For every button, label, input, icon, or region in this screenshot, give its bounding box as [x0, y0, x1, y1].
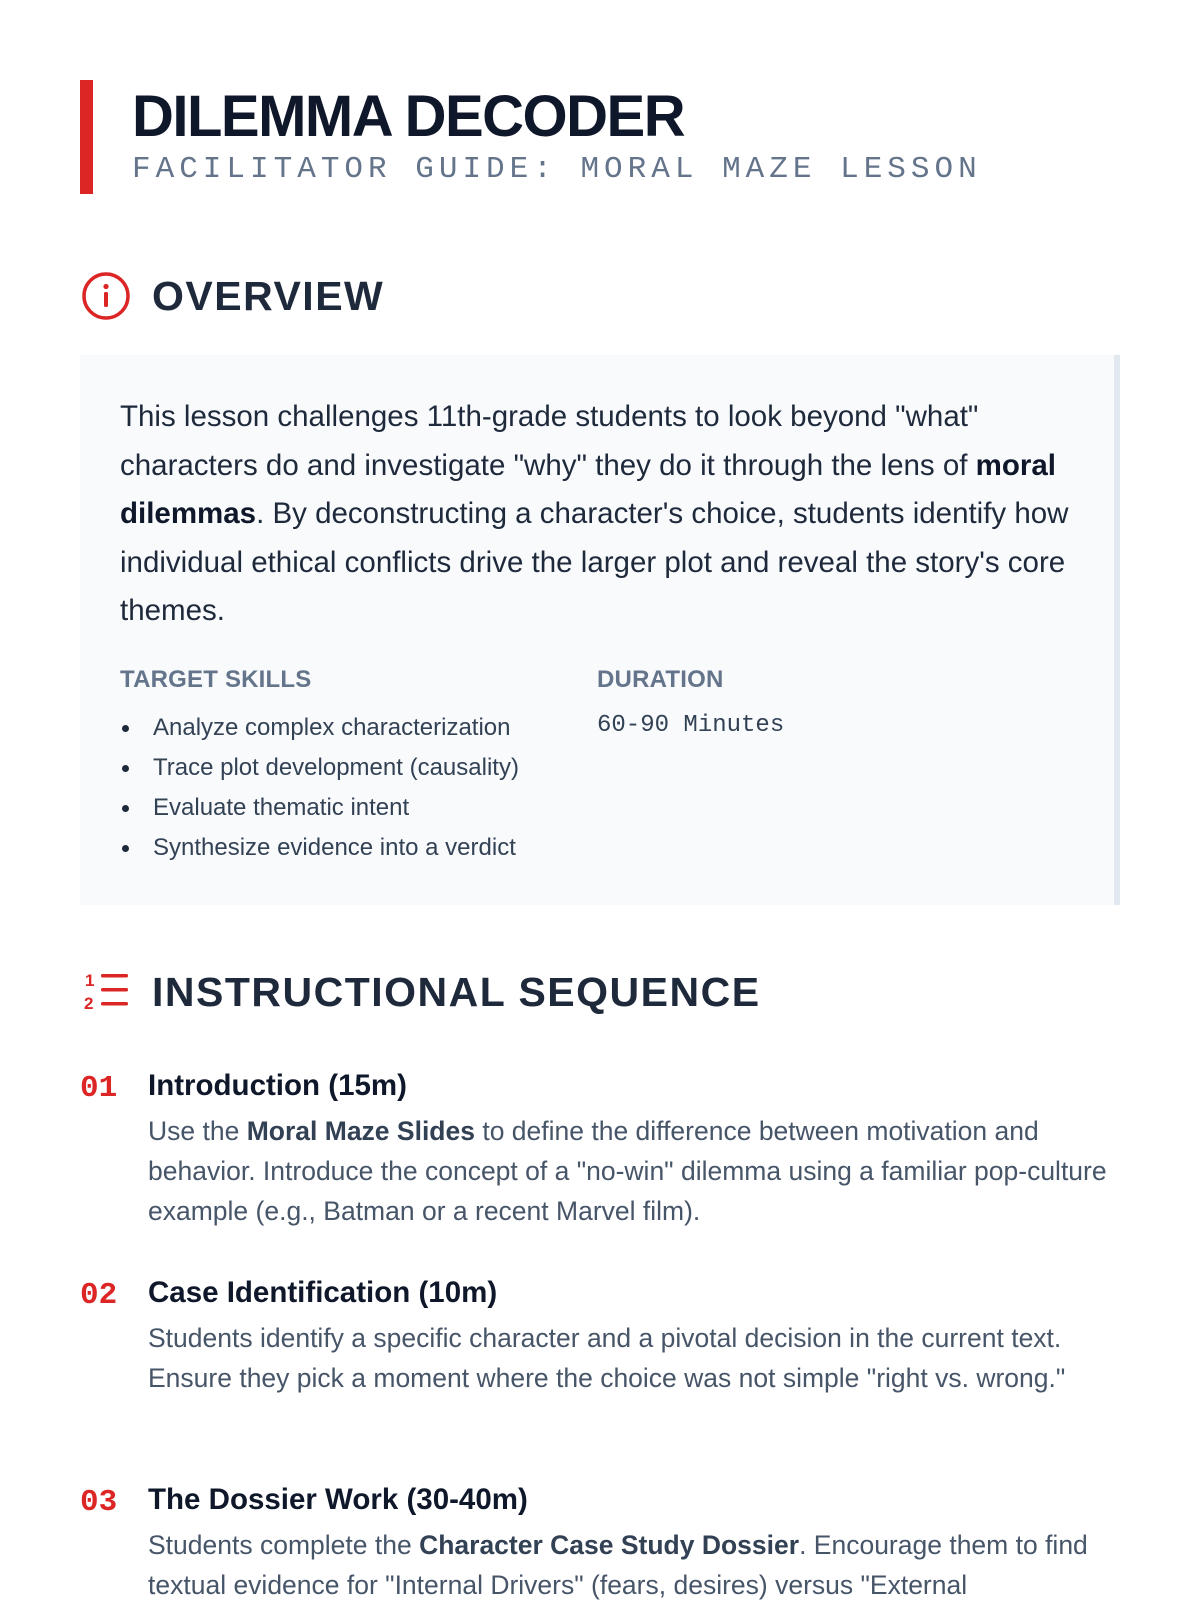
target-skills-list	[120, 708, 597, 868]
step-number: 03	[80, 1485, 118, 1520]
overview-text-part1: This lesson challenges 11th-grade students to look beyond "what" characters do and investigate "why" they do it through the lens of	[120, 400, 979, 482]
step-item	[80, 1069, 1120, 1231]
skill-text: Evaluate thematic intent	[153, 793, 410, 821]
step-description	[148, 1318, 1120, 1398]
svg-text:1: 1	[85, 971, 95, 990]
overview-text	[120, 393, 1074, 636]
overview-text-bold: moral dilemmas	[120, 448, 1056, 530]
step-number: 01	[80, 1071, 118, 1106]
step-desc-bold: Moral Maze Slides	[246, 1116, 475, 1146]
target-skills-label: TARGET SKILLS	[120, 665, 312, 693]
step-description	[148, 1111, 1120, 1231]
step-description	[148, 1525, 1120, 1600]
numbered-list-icon	[80, 966, 132, 1018]
skill-text: Synthesize evidence into a verdict	[153, 833, 516, 861]
step-title: Case Identification (10m)	[148, 1276, 498, 1309]
step-desc-post: to define the difference between motivation and behavior. Introduce the concept of a "no-win" dilemma using a familiar pop-culture example (e.g., Batman or a recent Marvel film).	[148, 1116, 1107, 1226]
accent-bar	[80, 80, 93, 194]
bullet-icon	[122, 845, 129, 852]
overview-meta	[120, 666, 1074, 868]
overview-text-part2: . By deconstructing a character's choice, students identify how individual ethical conflicts drive the larger plot and reveal the story's core themes.	[120, 497, 1069, 627]
skill-text: Trace plot development (causality)	[153, 753, 519, 781]
duration-column	[597, 666, 1074, 868]
step-title: Introduction (15m)	[148, 1069, 407, 1102]
list-item	[120, 748, 597, 788]
overview-heading	[80, 270, 384, 322]
step-desc-bold: Character Case Study Dossier	[419, 1530, 800, 1560]
list-item	[120, 708, 597, 748]
overview-panel	[80, 355, 1120, 905]
page-subtitle: FACILITATOR GUIDE: MORAL MAZE LESSON	[132, 152, 982, 187]
bullet-icon	[122, 805, 129, 812]
skill-text: Analyze complex characterization	[153, 713, 511, 741]
list-item	[120, 828, 597, 868]
step-number: 02	[80, 1278, 118, 1313]
step-body	[148, 1483, 1120, 1600]
step-title: The Dossier Work (30-40m)	[148, 1483, 528, 1516]
duration-value: 60-90 Minutes	[597, 711, 785, 739]
info-circle-icon	[80, 270, 132, 322]
duration-label: DURATION	[597, 665, 724, 693]
step-body	[148, 1069, 1120, 1231]
document-header	[80, 80, 982, 194]
step-item	[80, 1483, 1120, 1600]
step-body	[148, 1276, 1120, 1398]
step-desc-post: . Encourage them to find textual evidence for "Internal Drivers" (fears, desires) versus "External	[148, 1530, 1088, 1600]
list-item	[120, 788, 597, 828]
overview-title: OVERVIEW	[152, 272, 385, 319]
page-title: DILEMMA DECODER	[132, 84, 685, 149]
sequence-heading	[80, 966, 761, 1018]
target-skills-column	[120, 666, 597, 868]
step-item	[80, 1276, 1120, 1398]
step-desc-pre: Students identify a specific character and a pivotal decision in the current text. Ensure they pick a moment where the choice was not simple "right vs. wrong."	[148, 1323, 1066, 1393]
step-desc-pre: Students complete the	[148, 1530, 420, 1560]
svg-text:2: 2	[84, 994, 94, 1013]
bullet-icon	[122, 725, 129, 732]
bullet-icon	[122, 765, 129, 772]
step-desc-pre: Use the	[148, 1116, 247, 1146]
sequence-title: INSTRUCTIONAL SEQUENCE	[152, 968, 761, 1015]
